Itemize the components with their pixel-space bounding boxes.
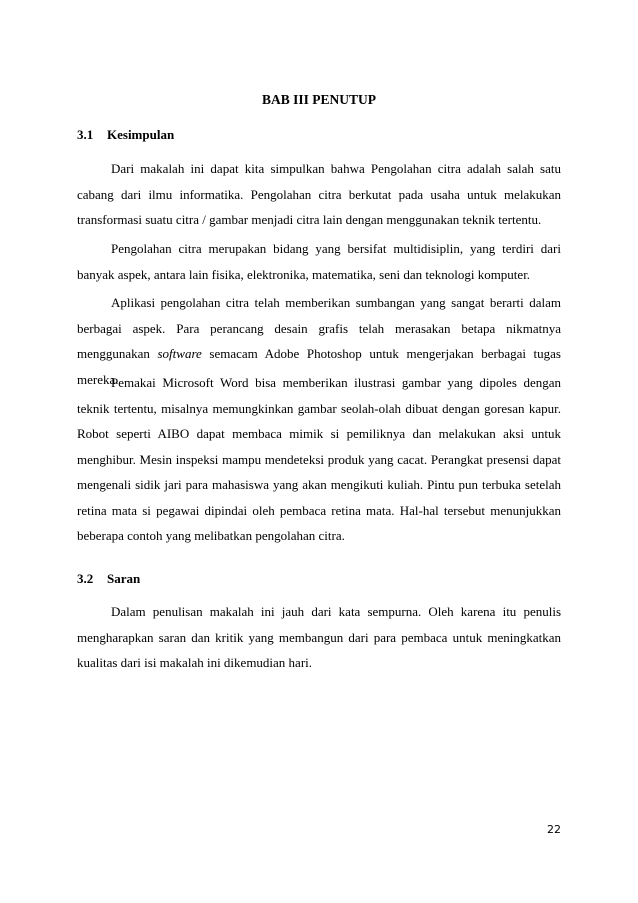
section-heading-saran [77,571,140,587]
paragraph: Pemakai Microsoft Word bisa memberikan ilustrasi gambar yang dipoles dengan teknik tertentu, misalnya memungkinkan gambar seolah-olah dibuat dengan goresan kapur. Robot seperti AIBO dapat membaca mimik si pemiliknya dan melakukan aksi untuk menghibur. Mesin inspeksi mampu mendeteksi produk yang cacat. Perangkat presensi dapat mengenali sidik jari para mahasiswa yang akan mengikuti kuliah. Pintu pun terbuka setelah retina mata si pegawai dipindai oleh pembaca retina mata. Hal-hal tersebut menunjukkan beberapa contoh yang melibatkan pengolahan citra. [77,375,561,543]
section-title: Kesimpulan [107,127,175,142]
section-number: 3.1 [77,127,94,142]
page-number: 22 [547,823,561,836]
italic-term: software [157,346,202,361]
paragraph-text: Aplikasi pengolahan citra telah memberikan sumbangan yang sangat berarti dalam berbagai aspek. Para perancang desain grafis telah merasakan betapa nikmatnya menggunakan [77,295,561,361]
section-heading-kesimpulan [77,127,174,143]
paragraph: Dalam penulisan makalah ini jauh dari kata sempurna. Oleh karena itu penulis mengharapkan saran dan kritik yang membangun dari para pembaca untuk meningkatkan kualitas dari isi makalah ini dikemudian hari. [77,604,561,670]
section-title: Saran [107,571,141,586]
paragraph: Pengolahan citra merupakan bidang yang bersifat multidisiplin, yang terdiri dari banyak aspek, antara lain fisika, elektronika, matematika, seni dan teknologi komputer. [77,241,561,282]
chapter-title: BAB III PENUTUP [261,92,377,107]
paragraph-text: semacam Adobe Photoshop untuk mengerjakan berbagai tugas mereka. [77,346,561,387]
paragraph: Dari makalah ini dapat kita simpulkan bahwa Pengolahan citra adalah salah satu cabang dari ilmu informatika. Pengolahan citra berkutat pada usaha untuk melakukan transformasi suatu citra / gambar menjadi citra lain dengan menggunakan teknik tertentu. [77,161,561,227]
section-number: 3.2 [77,571,94,586]
